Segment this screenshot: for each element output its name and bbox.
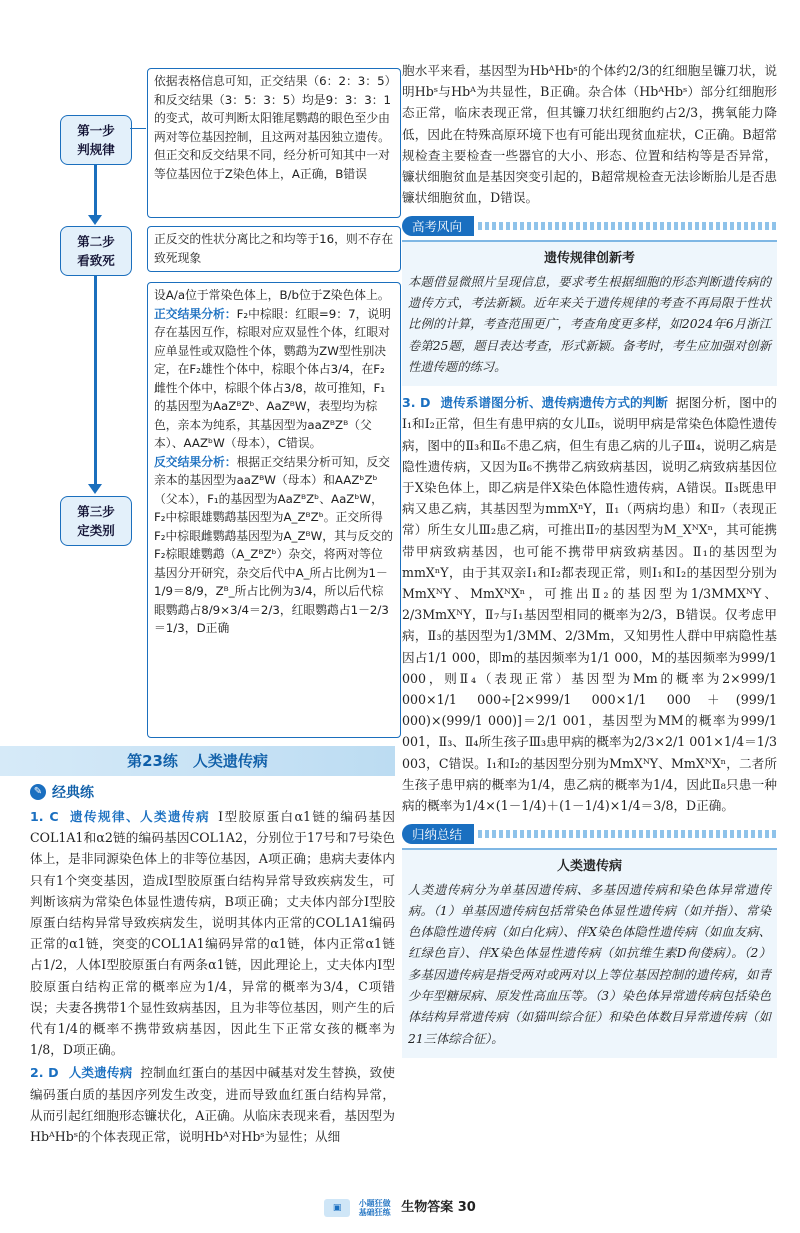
q3-answer (402, 392, 777, 816)
summary-title: 人类遗传病 (556, 859, 622, 875)
left-column (30, 60, 395, 1147)
q2-topic: 人类遗传病 (68, 1065, 133, 1081)
right-column (402, 60, 777, 1058)
footer-page-label: 生物答案 30 (401, 1200, 476, 1215)
q2-answer-right: 胞水平来看，基因型为HbᴬHbˢ的个体约2/3的红细胞呈镰刀状，说明Hbˢ与Hbᴬ为共显性，B正确。杂合体（HbᴬHbˢ）部分红细胞形态正常，临床表现正常，但其镰刀状红细胞约占2/3，携氧能力降低，因此在特殊高原环境下也有可能出现贫血症状，C正确。B超常规检查主要检查一些器官的大小、形态、位置和结构等是否异常，镰状细胞贫血是基因突变引起的，B超常规检查无法诊断胎儿是否患镰状细胞贫血，D错误。 (402, 63, 778, 206)
step1-box (147, 68, 401, 218)
step2-label: 第二步 看致死 (60, 226, 132, 276)
gaokao-text: 本题借显微照片呈现信息，要求考生根据细胞的形态判断遗传病的遗传方式，考法新颖。近年来关于遗传规律的考查不再局限于性状比例的计算，考查范围更广，考查角度更多样，如2024年6月浙江卷第25题，题目表达考查，形式新颖。备考时，考生应加强对创新性遗传题的练习。 (408, 274, 771, 374)
section-title: 第23练 人类遗传病 (0, 746, 395, 776)
q2-answer-left (30, 1062, 395, 1147)
tag-divider (478, 830, 777, 838)
page-footer (0, 1196, 800, 1217)
summary-box (402, 848, 777, 1058)
classic-icon: ✎ (30, 784, 46, 800)
summary-tag-line (402, 816, 777, 848)
step3-label: 第三步 定类别 (60, 496, 132, 546)
q1-num: 1. C (30, 809, 59, 824)
step3-fan-head: 反交结果分析： (154, 454, 237, 469)
tag-divider (478, 222, 777, 230)
q3-text: 据图分析，图中的Ⅰ₁和Ⅰ₂正常，但生有患甲病的女儿Ⅱ₅，说明甲病是常染色体隐性遗传病，图中的Ⅱ₃和Ⅱ₆不患乙病，但生有患乙病的儿子Ⅲ₄，说明乙病是隐性遗传病，又因为Ⅱ₆不携带乙病致病基因，说明乙病致病基因位于X染色体上，即乙病是伴X染色体隐性遗传病，A错误。Ⅱ₃既患甲病又患乙病，其基因型为mmXⁿY，Ⅱ₁（两病均患）和Ⅱ₇（表现正常）所生女儿Ⅲ₂患乙病，可推出Ⅱ₇的基因型为M_XᴺXⁿ，其可能携带甲病致病基因，也可能不携带甲病致病基因。Ⅱ₁的基因型为mmXⁿY，由于其双亲Ⅰ₁和Ⅰ₂都表现正常，则Ⅰ₁和Ⅰ₂的基因型分别为MmXᴺY、MmXᴺXⁿ，可推出Ⅱ₂的基因型为1/3MMXᴺY、2/3MmXᴺY，Ⅱ₇与Ⅰ₁基因型相同的概率为2/3，B错误。仅考虑甲病，Ⅱ₃的基因型为1/3MM、2/3Mm，又知男性人群中甲病隐性基因占1/1 000，即m的基因频率为1/1 000，M的基因频率为999/1 000，则Ⅱ₄（表现正常）基因型为Mm的概率为2×999/1 000×1/1 000÷[2×999/1 000×1/1 000＋(999/1 000)×(999/1 000)]＝2/1 001，基因型为MM的概率为999/1 001，Ⅱ₃、Ⅱ₄所生孩子Ⅲ₃患甲病的概率为2/3×2/1 001×1/4＝1/3 003，C错误。Ⅰ₁和Ⅰ₂的基因型分别为MmXᴺY、MmXᴺXⁿ，二者所生孩子患甲病的概率为1/4，患乙病的概率为1/4，因此Ⅱ₈只患一种病的概率为1/4×(1－1/4)＋(1－1/4)×1/4＝3/8，D正确。 (402, 395, 778, 814)
gaokao-title: 遗传规律创新考 (543, 251, 635, 267)
step3-zheng-text: F₂中棕眼：红眼=9：7，说明存在基因互作，棕眼对应双显性个体，红眼对应单显性或双隐性个体，鹦鹉为ZW型性别决定，在F₂雄性个体中，棕眼个体占3/4，在F₂雌性个体中，棕眼个体占3/8，故可推知，F₁的基因型为AaZᴮZᵇ、AaZᴮW，表型均为棕色，亲本为纯系，其基因型为aaZᴮZᴮ（父本）、AAZᵇW（母本），C错误。 (154, 306, 391, 450)
q3-num: 3. D (402, 395, 431, 411)
gaokao-tag: 高考风向 (402, 216, 474, 236)
footer-brand: 小题狂做 基础狂练 (358, 1198, 391, 1217)
step3-box (147, 282, 401, 738)
q1-text: Ⅰ型胶原蛋白α1链的编码基因COL1A1和α2链的编码基因COL1A2，分别位于17号和7号染色体上，是非同源染色体上的非等位基因，A项正确；患病夫妻体内只有1个突变基因，造成Ⅰ型胶原蛋白结构异常导致疾病发生，可判断该病为常染色体显性遗传病，B项正确；丈夫体内部分Ⅰ型胶原蛋白结构异常导致疾病发生，说明其体内正常的COL1A1编码正常的α1链，突变的COL1A1编码异常的α1链，体内正常α1链占1/2，人体Ⅰ型胶原蛋白有两条α1链，因此理论上，丈夫体内Ⅰ型胶原蛋白结构正常的概率应为1/4，异常的概率为3/4，C项错误；夫妻各携带1个显性致病基因，且为非等位基因，则产生的后代有1/4的概率不携带致病基因，因此生下正常女孩的概率为1/8，D项正确。 (30, 809, 395, 1058)
gaokao-box (402, 240, 777, 386)
step2-box (147, 226, 401, 272)
q2-num: 2. D (30, 1065, 59, 1081)
step3-fan-text: 根据正交结果分析可知，反交亲本的基因型为aaZᴮW（母本）和AAZᵇZᵇ（父本），F₁的基因型为AaZᴮZᵇ、AaZᵇW，F₂中棕眼雄鹦鹉基因型为A_ZᴮZᵇ。正交所得F₂中棕眼雌鹦鹉基因型为A_ZᴮW，其与反交的F₂棕眼雄鹦鹉（A_ZᴮZᵇ）杂交，将两对等位基因分开研究，杂交后代中A_所占比例为1－1/9＝8/9，Zᴮ_所占比例为3/4，所以后代棕眼鹦鹉占8/9×3/4＝2/3，红眼鹦鹉占1－2/3＝1/3，D正确 (154, 454, 394, 635)
step1-text: 依据表格信息可知，正交结果（6：2：3：5）和反交结果（3：5：3：5）均是9：3：3：1的变式，故可判断太阳锥尾鹦鹉的眼色至少由两对等位基因控制，且这两对基因独立遗传。但正交和反交结果不同，经分析可知其中一对等位基因位于Z染色体上，A正确，B错误 (154, 74, 391, 181)
arrow-down-icon (88, 484, 102, 494)
q1-answer (30, 806, 395, 1060)
gaokao-tag-line (402, 208, 777, 240)
summary-tag: 归纳总结 (402, 824, 474, 844)
q2-text-left: 控制血红蛋白的基因中碱基对发生替换，致使编码蛋白质的基因序列发生改变，进而导致血红蛋白结构异常，从而引起红细胞形态镰状化，A正确。从临床表现来看，基因型为HbᴬHbˢ的个体表现正常，说明Hbᴬ对Hbˢ为显性；从细 (30, 1065, 396, 1145)
classic-tag-line (30, 782, 395, 802)
q3-topic: 遗传系谱图分析、遗传病遗传方式的判断 (440, 395, 668, 411)
arrow-down-icon (88, 215, 102, 225)
summary-text: 人类遗传病分为单基因遗传病、多基因遗传病和染色体异常遗传病。（1）单基因遗传病包括常染色体显性遗传病（如并指）、常染色体隐性遗传病（如白化病）、伴X染色体隐性遗传病（如血友病、红绿色盲）、伴X染色体显性遗传病（如抗维生素D佝偻病）。（2）多基因遗传病是指受两对或两对以上等位基因控制的遗传病，如青少年型糖尿病、原发性高血压等。（3）染色体异常遗传病包括染色体结构异常遗传病（如猫叫综合征）和染色体数目异常遗传病（如21三体综合征）。 (408, 882, 771, 1046)
step3-intro: 设A/a位于常染色体上，B/b位于Z染色体上。 (154, 288, 390, 302)
step2-text: 正反交的性状分离比之和均等于16，则不存在致死现象 (154, 232, 394, 265)
flow-connector (94, 264, 97, 489)
step3-zheng-head: 正交结果分析： (154, 306, 237, 321)
q1-topic: 遗传规律、人类遗传病 (70, 809, 211, 824)
classic-tag: 经典练 (52, 785, 94, 801)
bracket (130, 128, 146, 129)
flowchart (30, 60, 395, 740)
brand-logo-icon: ▣ (324, 1199, 350, 1217)
step1-label: 第一步 判规律 (60, 115, 132, 165)
